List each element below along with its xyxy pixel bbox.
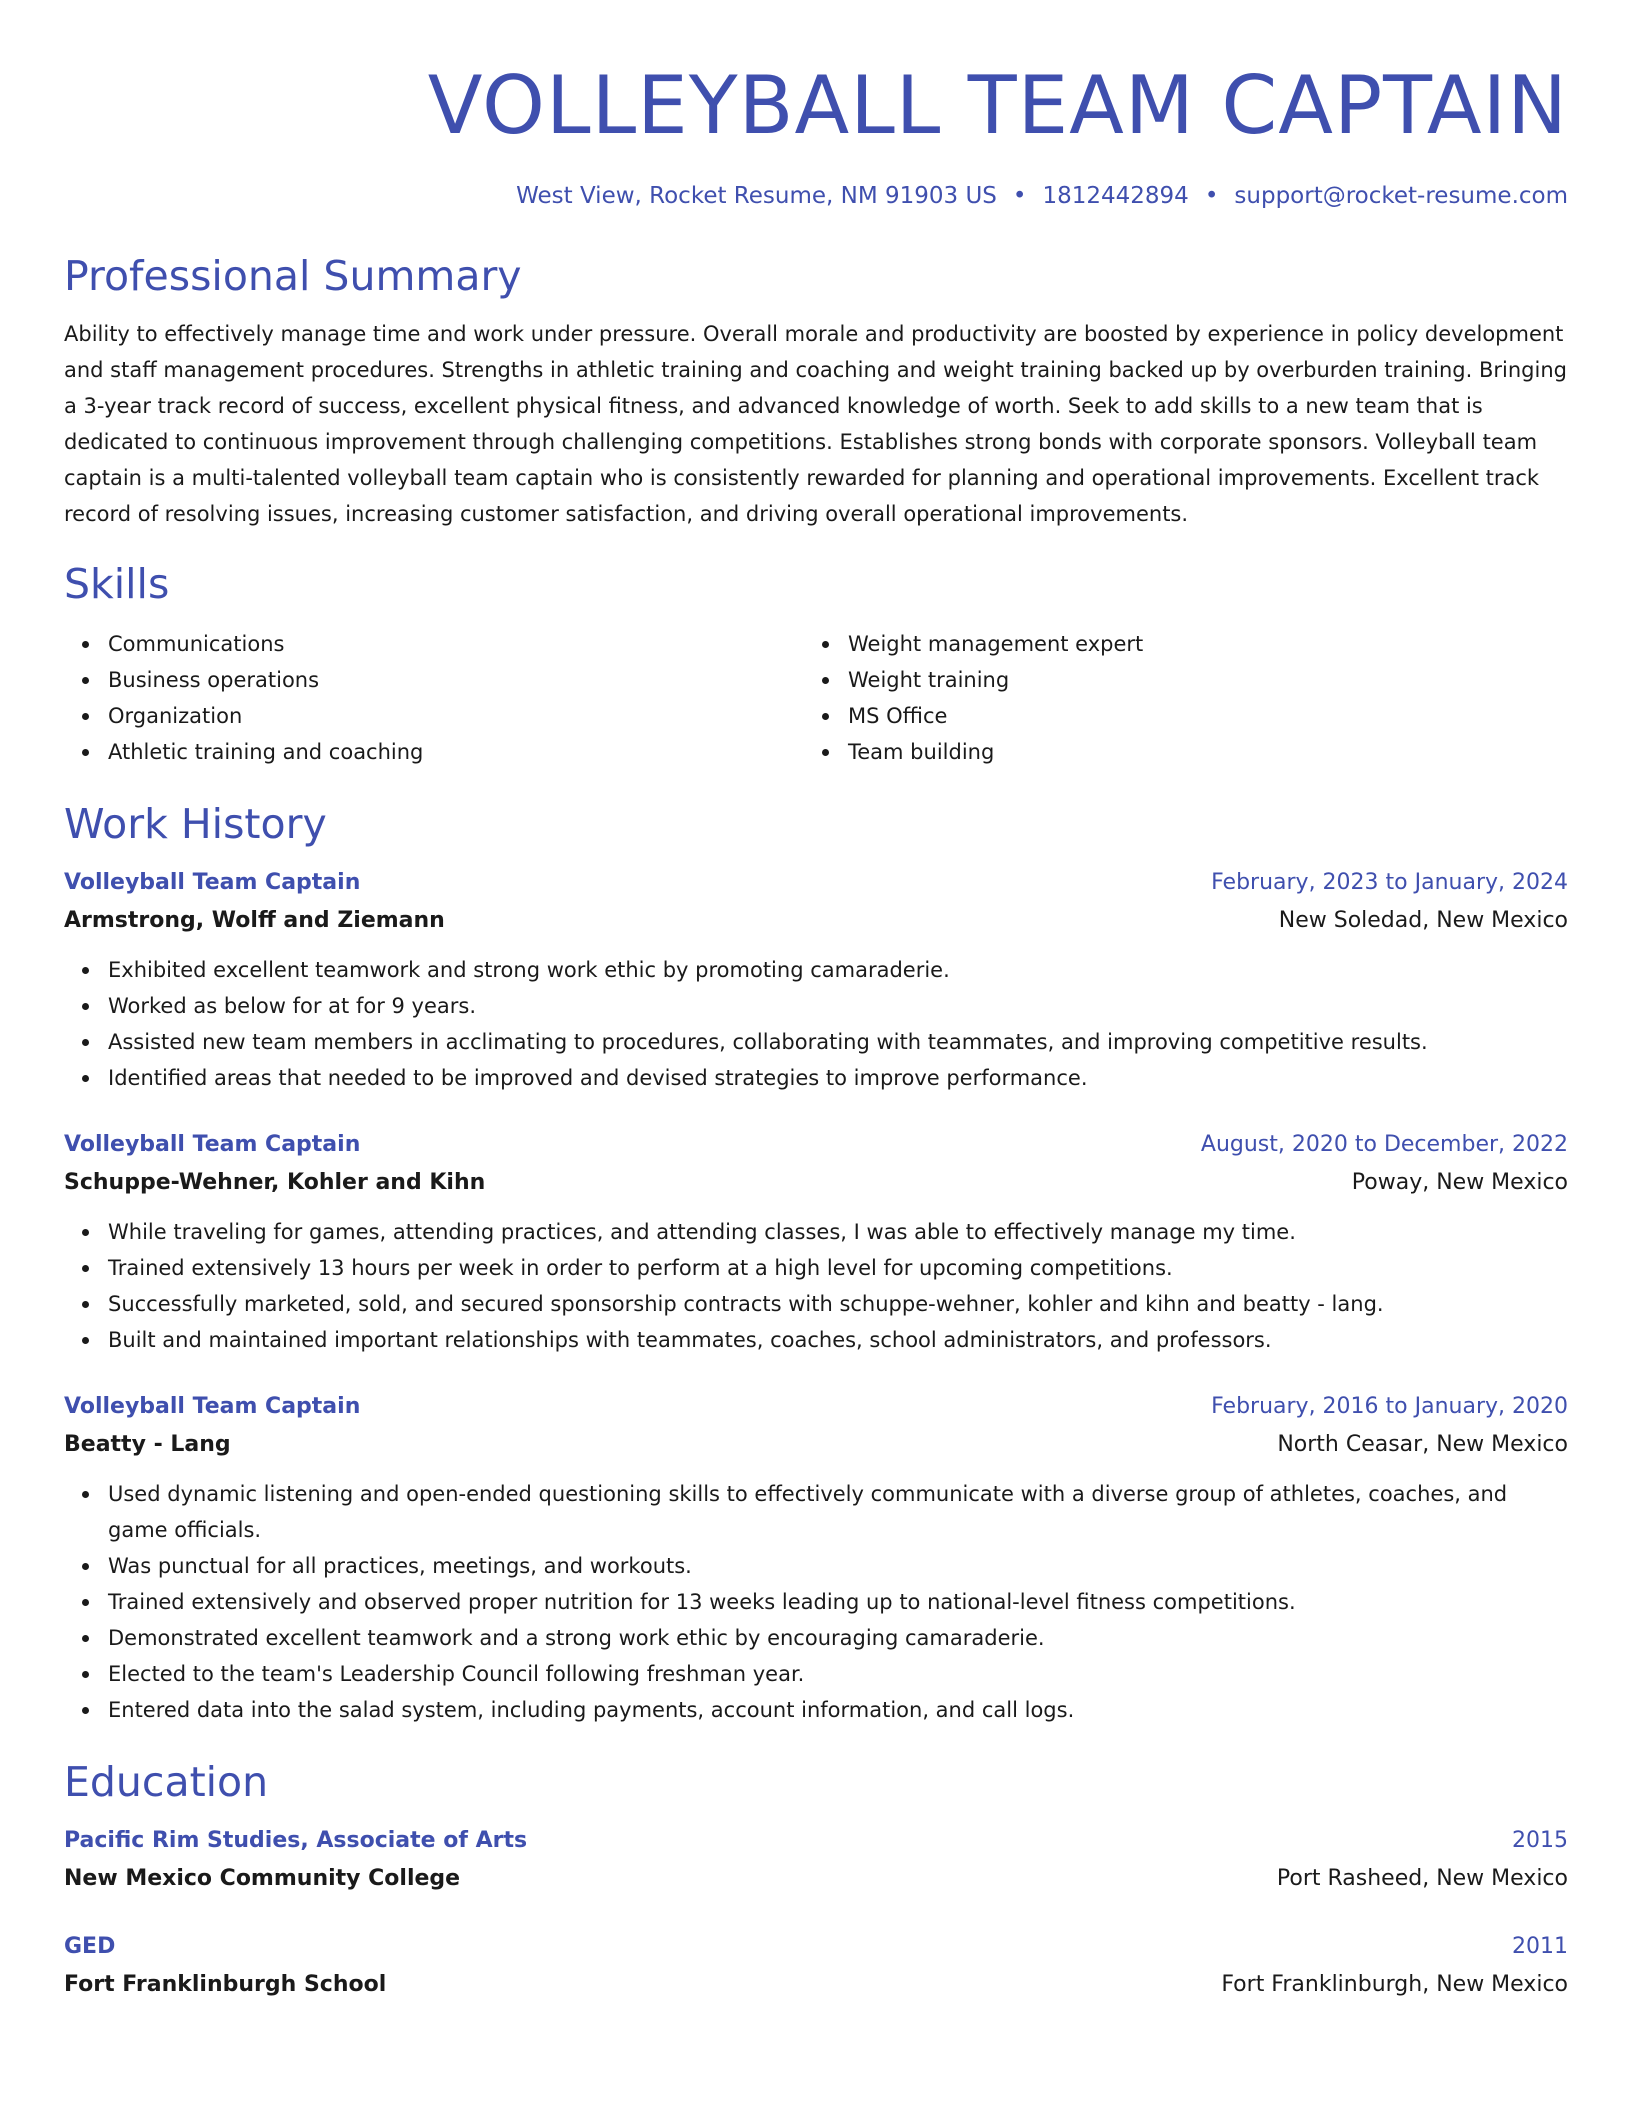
skill-item: Athletic training and coaching [108,734,806,770]
education-year: 2011 [1512,1934,1568,1959]
education-subheader [64,1966,1568,2004]
job-location: North Ceasar, New Mexico [1277,1432,1568,1457]
job-bullet: Trained extensively and observed proper nutrition for 13 weeks leading up to national-level fitness competitions. [108,1584,1568,1620]
education-entry [64,1822,1568,1898]
job-location: Poway, New Mexico [1351,1170,1568,1195]
job-header [64,1388,1568,1426]
job-bullet: Successfully marketed, sold, and secured sponsorship contracts with schuppe-wehner, kohler and kihn and beatty - lang. [108,1286,1568,1322]
job-subheader [64,1164,1568,1202]
address: West View, Rocket Resume, NM 91903 US [516,183,997,209]
email-link[interactable]: support@rocket-resume.com [1234,183,1568,209]
job-dates: August, 2020 to December, 2022 [1200,1132,1568,1157]
education-header [64,1928,1568,1966]
job-dates: February, 2016 to January, 2020 [1211,1394,1568,1419]
job-subheader [64,902,1568,940]
skill-item: Weight management expert [848,626,1548,662]
skill-item: Team building [848,734,1548,770]
job-dates: February, 2023 to January, 2024 [1211,870,1568,895]
school-name: New Mexico Community College [64,1866,461,1891]
education-entry [64,1928,1568,2004]
job-bullet: Elected to the team's Leadership Council following freshman year. [108,1656,1568,1692]
education-subheader [64,1860,1568,1898]
job-title: Volleyball Team Captain [64,870,361,895]
school-location: Port Rasheed, New Mexico [1276,1866,1568,1891]
education-header [64,1822,1568,1860]
skills-column-left [64,626,806,770]
education-year: 2015 [1512,1828,1568,1853]
separator-dot: • [1012,183,1027,209]
skill-item: Business operations [108,662,806,698]
skill-item: Weight training [848,662,1548,698]
school-name: Fort Franklinburgh School [64,1972,387,1997]
resume-name: VOLLEYBALL TEAM CAPTAIN [427,59,1568,152]
skill-item: Communications [108,626,806,662]
job-bullet: Trained extensively 13 hours per week in order to perform at a high level for upcoming competitions. [108,1250,1568,1286]
phone: 1812442894 [1042,183,1189,209]
job-entry [64,1126,1568,1358]
company-name: Armstrong, Wolff and Ziemann [64,908,445,933]
job-header [64,1126,1568,1164]
job-subheader [64,1426,1568,1464]
skill-item: MS Office [848,698,1548,734]
separator-dot: • [1204,183,1219,209]
skills-column-right [806,626,1548,770]
job-location: New Soledad, New Mexico [1278,908,1568,933]
summary-heading: Professional Summary [64,252,522,300]
job-entry [64,864,1568,1096]
job-entry [64,1388,1568,1728]
skills-list [64,626,1568,770]
skills-heading: Skills [64,560,170,608]
school-location: Fort Franklinburgh, New Mexico [1221,1972,1568,1997]
job-bullet: Was punctual for all practices, meetings, and workouts. [108,1548,1568,1584]
resume-page [64,0,1568,2004]
work-history-heading: Work History [64,800,327,848]
company-name: Schuppe-Wehner, Kohler and Kihn [64,1170,486,1195]
job-bullets [64,1214,1568,1358]
skill-item: Organization [108,698,806,734]
job-bullet: Worked as below for at for 9 years. [108,988,1568,1024]
job-bullets [64,1476,1568,1728]
job-bullet: Exhibited excellent teamwork and strong work ethic by promoting camaraderie. [108,952,1568,988]
job-bullet: While traveling for games, attending practices, and attending classes, I was able to effectively manage my time. [108,1214,1568,1250]
job-bullet: Used dynamic listening and open-ended questioning skills to effectively communicate with a diverse group of athletes, coaches, and game officials. [108,1476,1568,1548]
summary-text: Ability to effectively manage time and work under pressure. Overall morale and productivity are boosted by experience in policy development and staff management procedures. Strengths in athletic training and coaching and weight training backed up by overburden training. Bringing a 3-year track record of success, excellent physical fitness, and advanced knowledge of worth. Seek to add skills to a new team that is dedicated to continuous improvement through challenging competitions. Establishes strong bonds with corporate sponsors. Volleyball team captain is a multi-talented volleyball team captain who is consistently rewarded for planning and operational improvements. Excellent track record of resolving issues, increasing customer satisfaction, and driving overall operational improvements. [64,322,1567,526]
job-bullets [64,952,1568,1096]
job-bullet: Entered data into the salad system, including payments, account information, and call logs. [108,1692,1568,1728]
job-bullet: Identified areas that needed to be improved and devised strategies to improve performance. [108,1060,1568,1096]
degree: GED [64,1934,116,1959]
degree: Pacific Rim Studies, Associate of Arts [64,1828,528,1853]
job-bullet: Built and maintained important relationships with teammates, coaches, school administrators, and professors. [108,1322,1568,1358]
job-title: Volleyball Team Captain [64,1132,361,1157]
job-header [64,864,1568,902]
company-name: Beatty - Lang [64,1432,231,1457]
contact-line [64,180,1568,212]
job-title: Volleyball Team Captain [64,1394,361,1419]
job-bullet: Assisted new team members in acclimating to procedures, collaborating with teammates, and improving competitive results. [108,1024,1568,1060]
education-heading: Education [64,1758,269,1806]
job-bullet: Demonstrated excellent teamwork and a strong work ethic by encouraging camaraderie. [108,1620,1568,1656]
